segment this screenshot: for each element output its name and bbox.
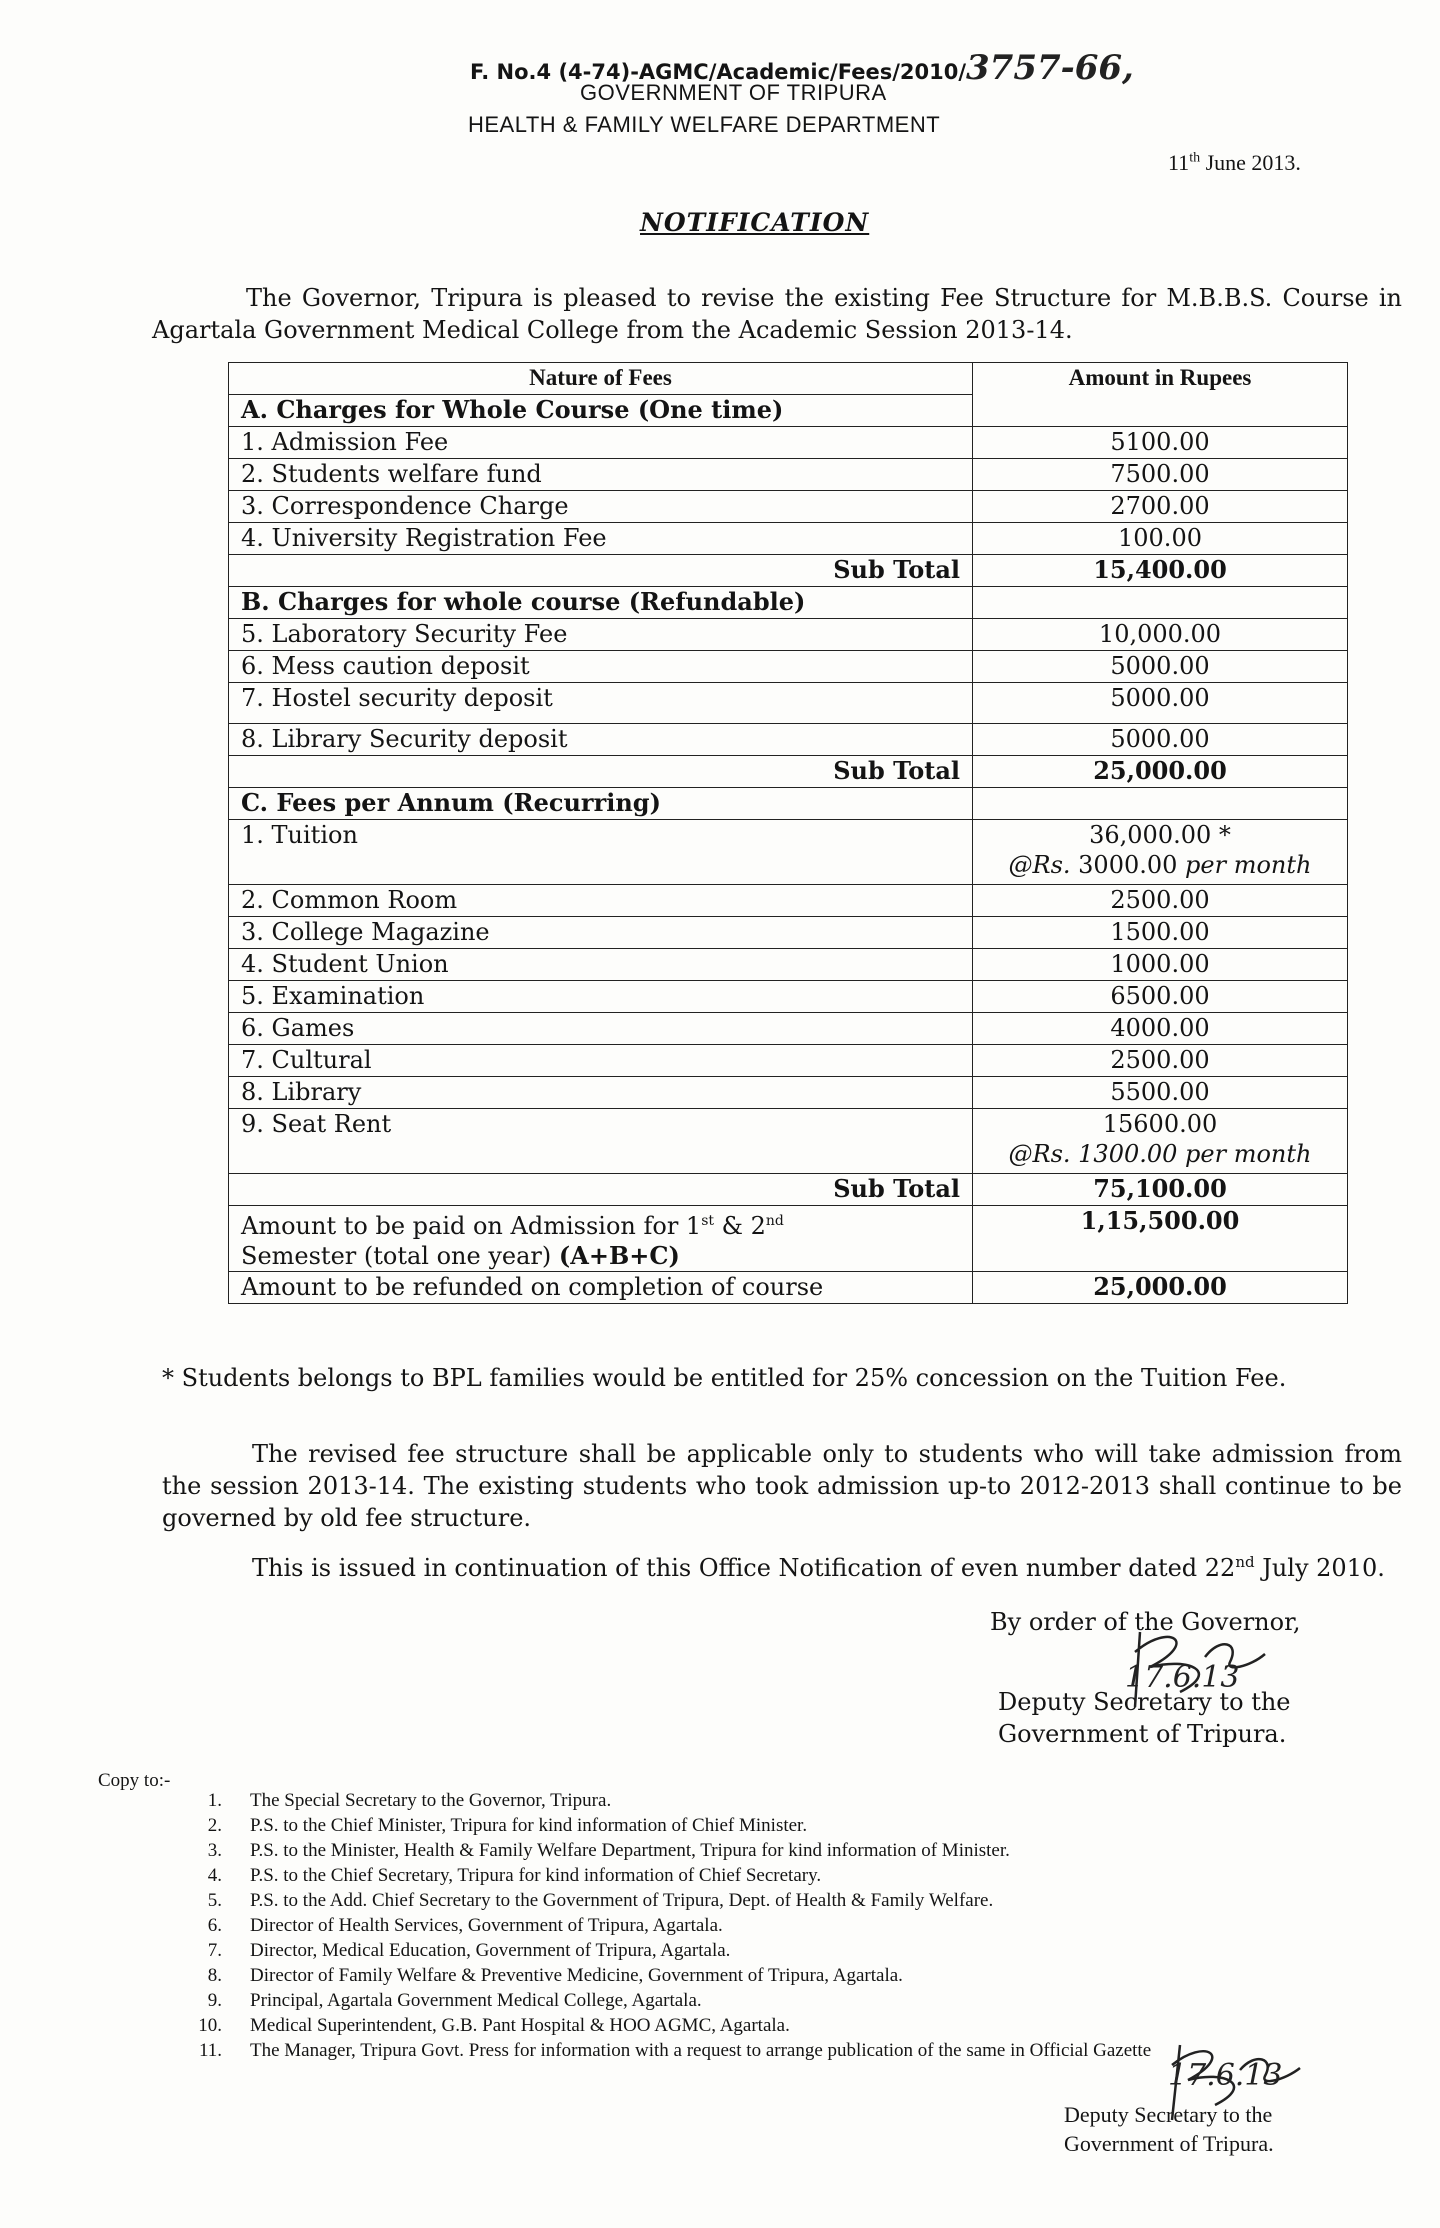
admission-text-2: Semester (total one year) [241, 1242, 559, 1270]
subtotal-c-amount: 75,100.00 [973, 1174, 1348, 1206]
fee-amount: 2500.00 [973, 885, 1348, 917]
list-item: 10. Medical Superintendent, G.B. Pant Hospital & HOO AGMC, Agartala. [198, 2015, 790, 2036]
signature-block-copy [1064, 2100, 1274, 2158]
list-item: 7. Director, Medical Education, Government of Tripura, Agartala. [207, 1940, 731, 1961]
table-row [229, 651, 1348, 683]
applicability-paragraph: The revised fee structure shall be applicable only to students who will take admission from the session 2013-14. The existing students who took admission up-to 2012-2013 shall continue to be governed by old fee structure. [162, 1440, 1402, 1532]
table-row [229, 1045, 1348, 1077]
table-row [229, 1013, 1348, 1045]
fee-label: 1. Tuition [229, 820, 973, 885]
list-item: 2. P.S. to the Chief Minister, Tripura for kind information of Chief Minister. [207, 1815, 808, 1836]
fee-amount: 6500.00 [973, 981, 1348, 1013]
list-item: 11. The Manager, Tripura Govt. Press for information with a request to arrange publication of the same in Official Gazette [198, 2040, 1152, 2061]
notification-title: NOTIFICATION [640, 208, 870, 237]
file-number-printed: F. No.4 (4-74)-AGMC/Academic/Fees/2010/ [470, 60, 966, 84]
continuation-paragraph [162, 1546, 1402, 1584]
fee-label: 3. College Magazine [229, 917, 973, 949]
section-a-heading: A. Charges for Whole Course (One time) [229, 395, 973, 427]
tuition-amount: 36,000.00 * [1089, 821, 1231, 849]
signature-1-date: 17.6.13 [1125, 1660, 1240, 1695]
table-row [229, 1109, 1348, 1174]
signatory-designation: Deputy Secretary to the [1064, 2102, 1273, 2127]
fee-amount: 10,000.00 [973, 619, 1348, 651]
fee-label: 2. Common Room [229, 885, 973, 917]
fee-label: 7. Cultural [229, 1045, 973, 1077]
table-row [229, 683, 1348, 724]
continuation-date-suffix: nd [1235, 1553, 1255, 1571]
date-month-year: June 2013. [1200, 150, 1301, 175]
signature-block-main [998, 1686, 1291, 1750]
fee-label: 4. Student Union [229, 949, 973, 981]
fee-label: 3. Correspondence Charge [229, 491, 973, 523]
admission-sup-1: st [701, 1213, 715, 1229]
fee-label: 8. Library [229, 1077, 973, 1109]
intro-paragraph: The Governor, Tripura is pleased to revise the existing Fee Structure for M.B.B.S. Course in Agartala Government Medical College from the Academic Session 2013-14. [152, 284, 1402, 344]
table-row [229, 459, 1348, 491]
fee-label: 8. Library Security deposit [229, 724, 973, 756]
signature-2-date: 17.6.13 [1168, 2058, 1283, 2093]
fee-amount: 2500.00 [973, 1045, 1348, 1077]
continuation-text: This is issued in continuation of this Office Notification of even number dated 22 [252, 1554, 1236, 1582]
table-row [229, 523, 1348, 555]
date-suffix: th [1189, 150, 1201, 166]
table-row [229, 427, 1348, 459]
list-item: 1. The Special Secretary to the Governor, Tripura. [207, 1790, 612, 1811]
admission-abc: (A+B+C) [558, 1241, 680, 1270]
section-c-heading: C. Fees per Annum (Recurring) [229, 788, 973, 820]
date-day: 11 [1168, 150, 1190, 175]
subtotal-a-amount: 15,400.00 [973, 555, 1348, 587]
admission-sup-2: nd [765, 1213, 784, 1229]
copy-to-list [186, 1788, 1386, 2063]
table-row [229, 491, 1348, 523]
refund-row [229, 1272, 1348, 1304]
bpl-concession-note: * Students belongs to BPL families would be entitled for 25% concession on the Tuition Fee. [162, 1364, 1287, 1392]
seat-rent-cell [973, 1109, 1348, 1174]
fee-amount: 7500.00 [973, 459, 1348, 491]
fee-amount: 5500.00 [973, 1077, 1348, 1109]
continuation-date: July 2010. [1254, 1554, 1385, 1582]
tuition-rate-value: 3000.00 [1078, 851, 1178, 879]
government-name: GOVERNMENT OF TRIPURA [580, 80, 887, 105]
list-item: 8. Director of Family Welfare & Preventive Medicine, Government of Tripura, Agartala. [207, 1965, 903, 1986]
refund-amount: 25,000.00 [973, 1272, 1348, 1304]
fee-label: 1. Admission Fee [229, 427, 973, 459]
signatory-government: Government of Tripura. [998, 1720, 1287, 1748]
table-row [229, 917, 1348, 949]
file-number-handwritten: 3757-66, [966, 48, 1134, 88]
fee-amount: 1500.00 [973, 917, 1348, 949]
department-name: HEALTH & FAMILY WELFARE DEPARTMENT [468, 112, 941, 137]
tuition-rate-suffix: per month [1185, 851, 1312, 879]
list-item: 6. Director of Health Services, Government of Tripura, Agartala. [207, 1915, 723, 1936]
admission-total-row [229, 1206, 1348, 1272]
subtotal-b-row [229, 756, 1348, 788]
fee-amount: 100.00 [973, 523, 1348, 555]
fee-label: 4. University Registration Fee [229, 523, 973, 555]
tuition-amount-cell [973, 820, 1348, 885]
empty-cell [973, 587, 1348, 619]
fee-amount: 1000.00 [973, 949, 1348, 981]
fee-label: 2. Students welfare fund [229, 459, 973, 491]
fee-label: 6. Games [229, 1013, 973, 1045]
tuition-rate [985, 850, 1335, 880]
admission-text-1: Amount to be paid on Admission for 1 [241, 1212, 702, 1240]
list-item: 3. P.S. to the Minister, Health & Family Welfare Department, Tripura for kind information of Minister. [207, 1840, 1010, 1861]
fee-label: 5. Examination [229, 981, 973, 1013]
fee-label: 5. Laboratory Security Fee [229, 619, 973, 651]
fee-amount: 5100.00 [973, 427, 1348, 459]
table-row [229, 724, 1348, 756]
fee-label: 7. Hostel security deposit [229, 683, 973, 724]
seat-rent-rate: @Rs. 1300.00 per month [1008, 1140, 1312, 1168]
list-item: 5. P.S. to the Add. Chief Secretary to the Government of Tripura, Dept. of Health & Family Welfare. [207, 1890, 994, 1911]
subtotal-label: Sub Total [229, 1174, 973, 1206]
table-row [229, 949, 1348, 981]
list-item: 9. Principal, Agartala Government Medical College, Agartala. [207, 1990, 702, 2011]
column-header-amount: Amount in Rupees [973, 363, 1348, 427]
copy-to-label: Copy to:- [98, 1770, 171, 1791]
table-row [229, 885, 1348, 917]
empty-cell [973, 788, 1348, 820]
admission-total-label [229, 1206, 973, 1272]
fee-amount: 5000.00 [973, 683, 1348, 724]
list-item: 4. P.S. to the Chief Secretary, Tripura for kind information of Chief Secretary. [207, 1865, 822, 1886]
table-header-row [229, 363, 1348, 395]
column-header-nature: Nature of Fees [229, 363, 973, 395]
seat-rent-amount: 15600.00 [1102, 1110, 1218, 1138]
subtotal-c-row [229, 1174, 1348, 1206]
fee-amount: 2700.00 [973, 491, 1348, 523]
fee-amount: 5000.00 [973, 651, 1348, 683]
tuition-rate-prefix: @Rs. [1008, 851, 1071, 879]
fee-label: 9. Seat Rent [229, 1109, 973, 1174]
fee-structure-table [228, 362, 1348, 1304]
table-row [229, 1077, 1348, 1109]
admission-amp: & 2 [714, 1212, 766, 1240]
signatory-designation: Deputy Secretary to the [998, 1688, 1291, 1716]
table-row [229, 820, 1348, 885]
fee-label: 6. Mess caution deposit [229, 651, 973, 683]
notification-date [1168, 150, 1301, 176]
table-row [229, 981, 1348, 1013]
signatory-government: Government of Tripura. [1064, 2131, 1274, 2156]
section-c-row [229, 788, 1348, 820]
subtotal-a-row [229, 555, 1348, 587]
fee-amount: 4000.00 [973, 1013, 1348, 1045]
fee-amount: 5000.00 [973, 724, 1348, 756]
section-b-row [229, 587, 1348, 619]
by-order-line: By order of the Governor, [990, 1608, 1301, 1636]
admission-total-amount: 1,15,500.00 [973, 1206, 1348, 1272]
subtotal-label: Sub Total [229, 555, 973, 587]
table-row [229, 619, 1348, 651]
section-b-heading: B. Charges for whole course (Refundable) [229, 587, 973, 619]
subtotal-b-amount: 25,000.00 [973, 756, 1348, 788]
subtotal-label: Sub Total [229, 756, 973, 788]
refund-label: Amount to be refunded on completion of course [229, 1272, 973, 1304]
